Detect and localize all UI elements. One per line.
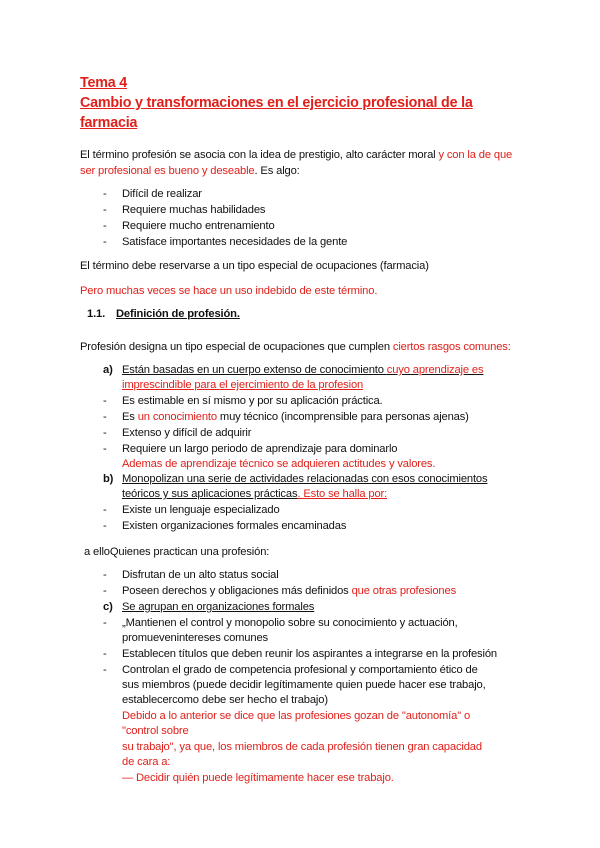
bullet-dash: -	[103, 188, 107, 200]
bullet-dash: -	[103, 648, 107, 660]
red-note-line: de cara a:	[122, 756, 171, 768]
bullet-dash: -	[103, 585, 107, 597]
ello-paragraph: a elloQuienes practican una profesión:	[84, 546, 270, 558]
bullet-dash: -	[103, 220, 107, 232]
list-item: Existen organizaciones formales encaminadas	[122, 520, 347, 532]
b-line-2: teóricos y sus aplicaciones prácticas. Esto se halla por:	[122, 488, 388, 500]
list-item: Existe un lenguaje especializado	[122, 504, 280, 516]
a-line-1: Están basadas en un cuerpo extenso de conocimiento cuyo aprendizaje es	[122, 364, 484, 376]
list-item-cont: establecercomo debe ser hecho el trabajo)	[122, 694, 328, 706]
a-note: Ademas de aprendizaje técnico se adquieren actitudes y valores.	[122, 458, 436, 470]
bullet-dash: -	[103, 236, 107, 248]
list-item-cont: promuevenintereses comunes	[122, 632, 268, 644]
letter-b: b)	[103, 473, 114, 485]
bullet-dash: -	[103, 443, 107, 455]
list-item: Requiere un largo periodo de aprendizaje para dominarlo	[122, 443, 398, 455]
title-line-1: Cambio y transformaciones en el ejercicio profesional de la	[80, 95, 473, 111]
reserve-paragraph: El término debe reservarse a un tipo especial de ocupaciones (farmacia)	[80, 260, 429, 272]
bullet-dash: -	[103, 520, 107, 532]
list-item: Requiere mucho entrenamiento	[122, 220, 275, 232]
c-title: Se agrupan en organizaciones formales	[122, 601, 315, 613]
bullet-dash: -	[103, 204, 107, 216]
b-line-1: Monopolizan una serie de actividades relacionadas con esos conocimientos	[122, 473, 488, 485]
list-item: Difícil de realizar	[122, 188, 202, 200]
misuse-paragraph: Pero muchas veces se hace un uso indebido de este término.	[80, 285, 378, 297]
bullet-dash: -	[103, 395, 107, 407]
section-number: 1.1.	[87, 308, 106, 320]
letter-a: a)	[103, 364, 113, 376]
red-note-line: su trabajo", ya que, los miembros de cada profesión tienen gran capacidad	[122, 741, 482, 753]
intro-line-1: El término profesión se asocia con la idea de prestigio, alto carácter moral y con la de que	[80, 149, 513, 161]
list-item: Disfrutan de un alto status social	[122, 569, 279, 581]
list-item: Es estimable en sí mismo y por su aplicación práctica.	[122, 395, 383, 407]
bullet-dash: -	[103, 504, 107, 516]
bullet-dash: -	[103, 617, 107, 629]
bullet-dash: -	[103, 427, 107, 439]
a-line-2: imprescindible para el ejercimiento de la profesion	[122, 379, 364, 391]
title-line-2: farmacia	[80, 115, 138, 131]
list-item: Requiere muchas habilidades	[122, 204, 266, 216]
intro-line-2: ser profesional es bueno y deseable. Es algo:	[80, 165, 300, 177]
list-item-cont: sus miembros (puede decidir legítimamente quien puede hacer ese trabajo,	[122, 679, 486, 691]
red-note-line: — Decidir quién puede legítimamente hacer ese trabajo.	[122, 772, 394, 784]
list-item: Establecen títulos que deben reunir los aspirantes a integrarse en la profesión	[122, 648, 497, 660]
bullet-dash: -	[103, 411, 107, 423]
list-item: Es un conocimiento muy técnico (incomprensible para personas ajenas)	[122, 411, 469, 423]
red-note-line: "control sobre	[122, 725, 189, 737]
list-item: Satisface importantes necesidades de la gente	[122, 236, 348, 248]
list-item: Extenso y difícil de adquirir	[122, 427, 252, 439]
letter-c: c)	[103, 601, 113, 613]
tema-heading: Tema 4	[80, 75, 128, 91]
section-title: Definición de profesión.	[116, 308, 240, 320]
list-item: „Mantienen el control y monopolio sobre su conocimiento y actuación,	[122, 617, 458, 629]
list-item: Controlan el grado de competencia profesional y comportamiento ético de	[122, 664, 478, 676]
profesion-paragraph: Profesión designa un tipo especial de ocupaciones que cumplen ciertos rasgos comunes:	[80, 341, 511, 353]
red-note-line: Debido a lo anterior se dice que las profesiones gozan de "autonomía" o	[122, 710, 471, 722]
list-item: Poseen derechos y obligaciones más definidos que otras profesiones	[122, 585, 457, 597]
bullet-dash: -	[103, 569, 107, 581]
bullet-dash: -	[103, 664, 107, 676]
